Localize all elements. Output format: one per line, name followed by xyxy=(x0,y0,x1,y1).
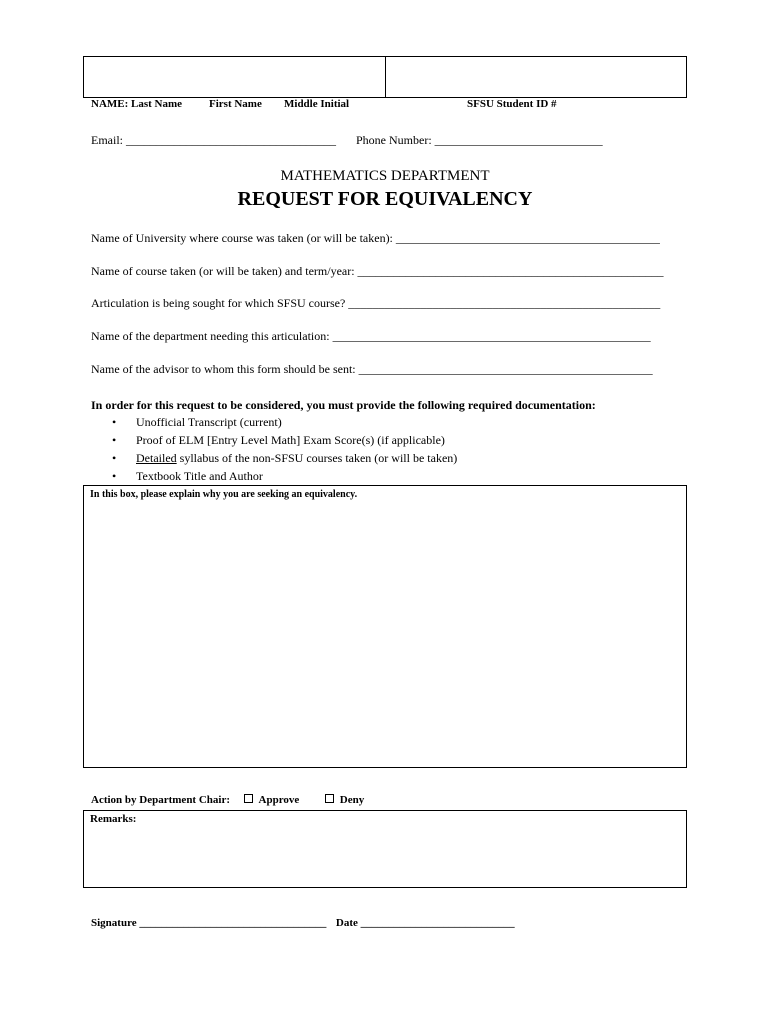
last-name-label: NAME: Last Name xyxy=(91,98,183,110)
approve-checkbox[interactable] xyxy=(244,794,253,803)
list-item: • Unofficial Transcript (current) xyxy=(112,415,282,429)
page-title: REQUEST FOR EQUIVALENCY xyxy=(237,188,533,210)
question-advisor[interactable]: Name of the advisor to whom this form should be sent: _________________________________________________ xyxy=(91,362,653,376)
list-item: • Detailed syllabus of the non-SFSU courses taken (or will be taken) xyxy=(112,451,458,465)
list-item: • Proof of ELM [Entry Level Math] Exam Score(s) (if applicable) xyxy=(112,433,445,447)
question-university[interactable]: Name of University where course was taken (or will be taken): ____________________________________________ xyxy=(91,231,660,245)
student-id-input-box[interactable] xyxy=(385,56,687,98)
deny-label: Deny xyxy=(339,794,365,806)
explanation-box[interactable] xyxy=(83,485,687,768)
date-label: Date xyxy=(335,917,358,929)
date-field[interactable]: ____________________________ xyxy=(360,917,515,929)
signature-field[interactable]: __________________________________ xyxy=(139,917,327,929)
explanation-label: In this box, please explain why you are seeking an equivalency. xyxy=(90,489,358,500)
action-label: Action by Department Chair: xyxy=(91,794,231,806)
question-department[interactable]: Name of the department needing this articulation: _____________________________________________________ xyxy=(91,329,651,343)
student-id-label: SFSU Student ID # xyxy=(467,98,557,110)
phone-field[interactable]: Phone Number: ____________________________ xyxy=(356,133,603,147)
middle-initial-label: Middle Initial xyxy=(284,98,350,110)
question-sfsu-course[interactable]: Articulation is being sought for which SFSU course? ____________________________________________________ xyxy=(91,296,661,310)
email-field[interactable]: Email: ___________________________________ xyxy=(91,133,336,147)
list-item: • Textbook Title and Author xyxy=(112,469,263,483)
deny-checkbox[interactable] xyxy=(325,794,334,803)
approve-label: Approve xyxy=(258,794,300,806)
requirements-list xyxy=(112,414,457,486)
remarks-label: Remarks: xyxy=(90,813,137,825)
name-input-box[interactable] xyxy=(83,56,386,98)
first-name-label: First Name xyxy=(209,98,262,110)
department-heading: MATHEMATICS DEPARTMENT xyxy=(280,168,490,184)
question-course-term[interactable]: Name of course taken (or will be taken) and term/year: ___________________________________________________ xyxy=(91,264,664,278)
signature-label: Signature xyxy=(91,917,137,929)
action-row xyxy=(91,794,364,806)
remarks-box[interactable] xyxy=(83,810,687,888)
requirements-heading: In order for this request to be considered, you must provide the following required documentation: xyxy=(91,398,596,412)
signature-row xyxy=(91,917,515,929)
